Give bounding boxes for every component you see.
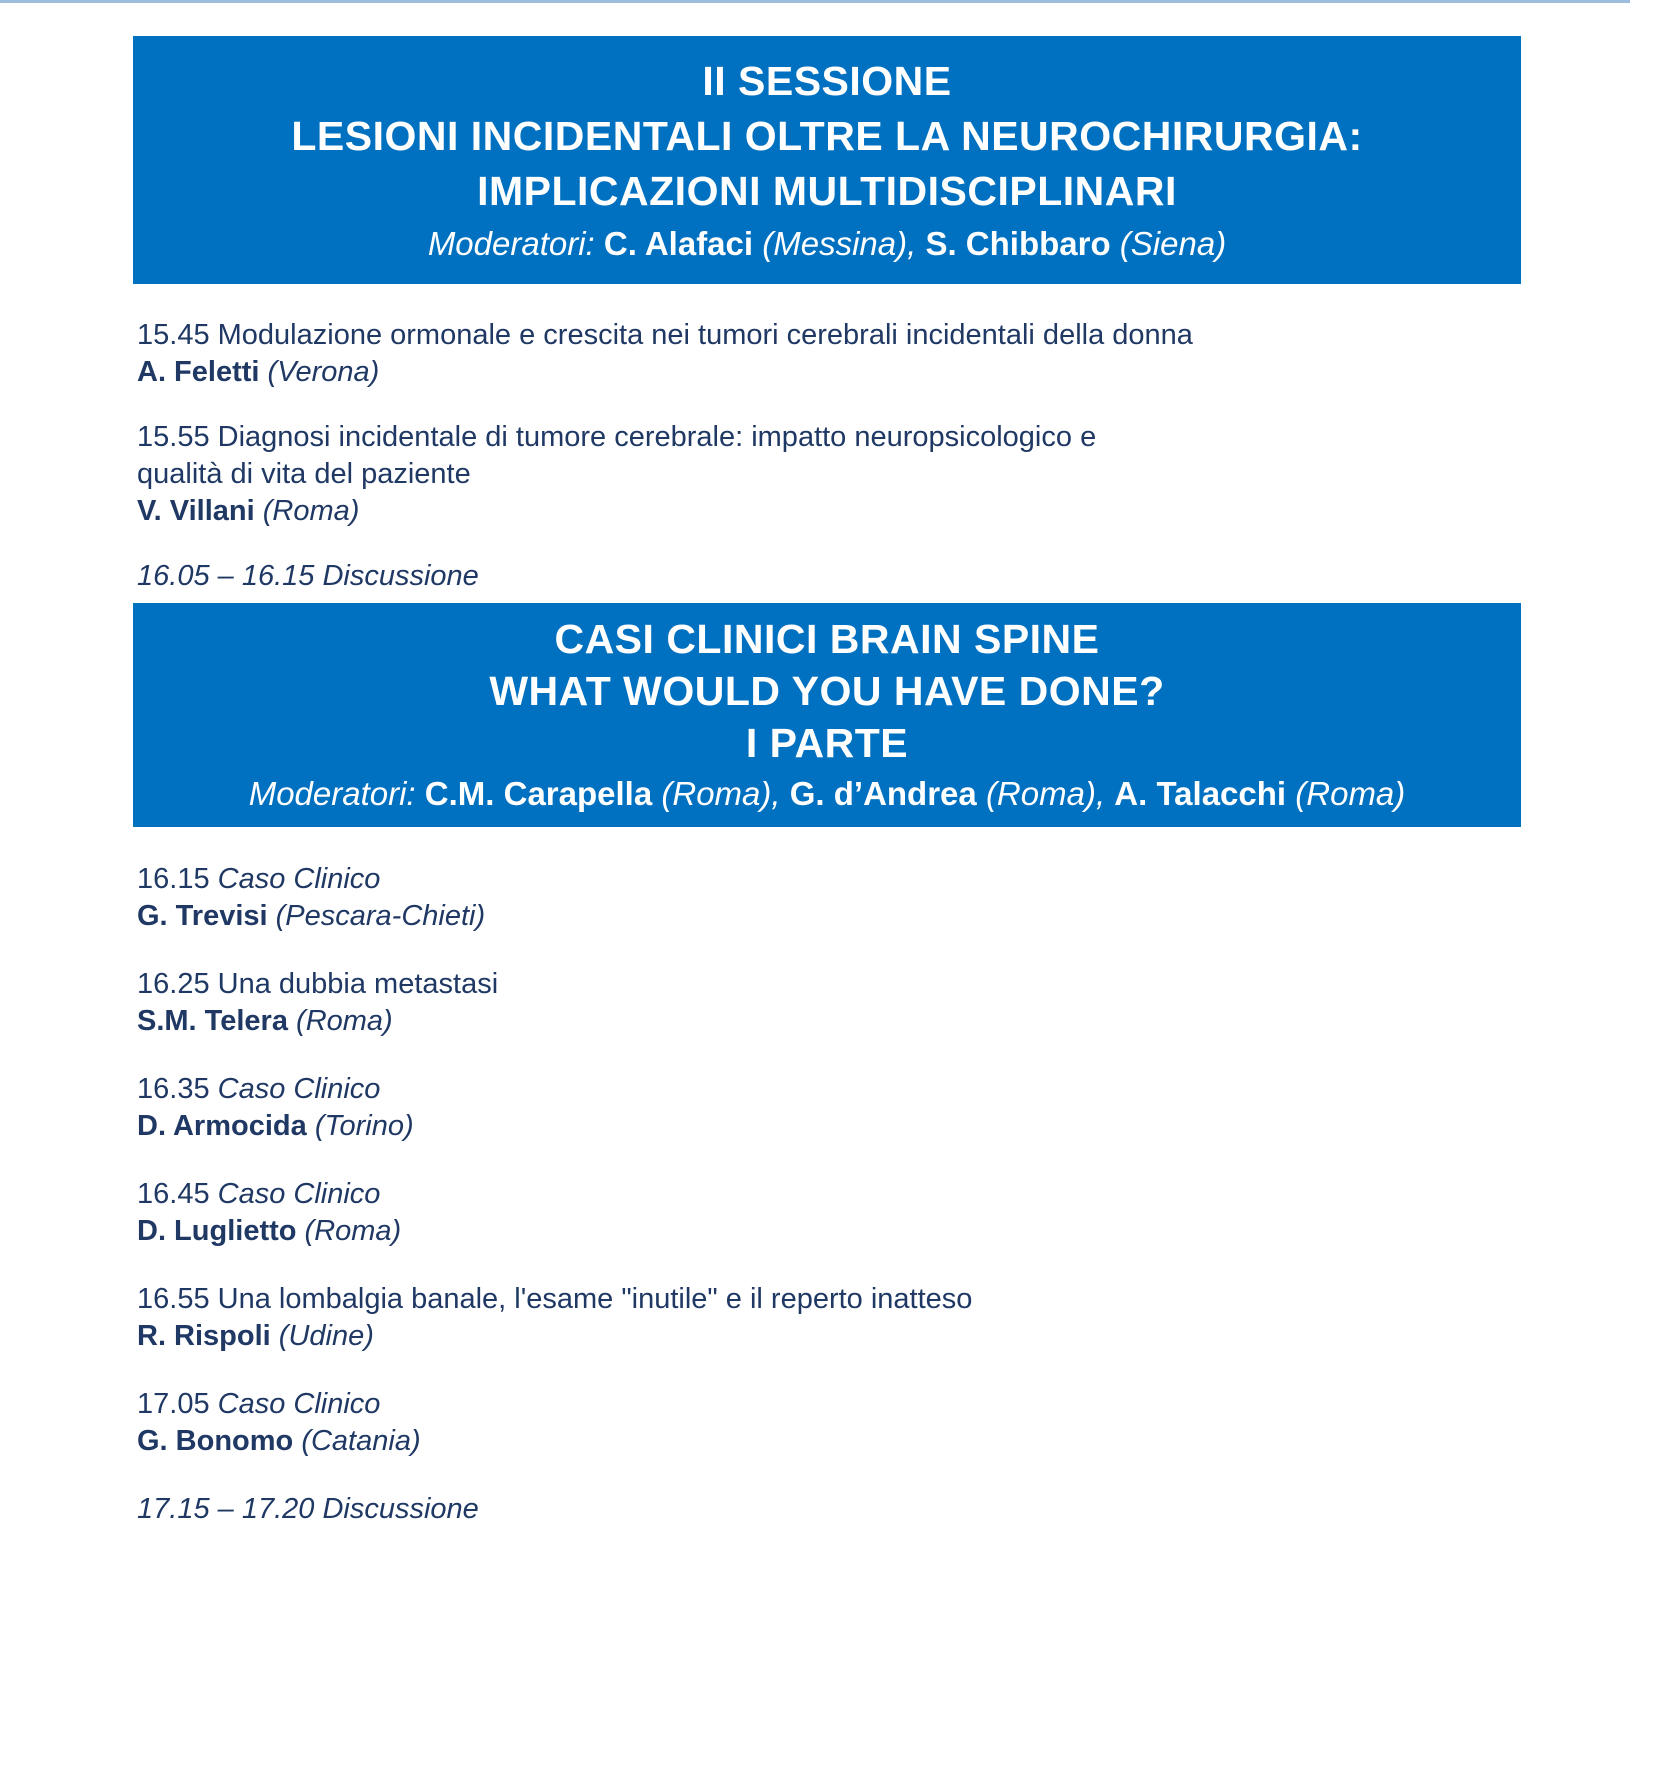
agenda-item [137,966,1653,1040]
item-speaker-city: (Roma) [304,1215,402,1247]
session1-banner [133,36,1521,284]
item-title: Caso Clinico [217,1388,381,1420]
item-time: 16.45 [137,1178,210,1210]
agenda-item [137,1071,1653,1145]
item-time: 15.45 [137,319,210,351]
session1-moderators-line [149,219,1505,269]
agenda-item-speaker-line [137,898,1653,935]
item-title: Caso Clinico [217,1073,381,1105]
agenda-item-title-line [137,1281,1653,1318]
agenda-item-title-line [137,419,1653,456]
agenda-item [137,1386,1653,1460]
item-speaker-city: (Roma) [262,495,360,527]
session1-agenda [137,284,1653,595]
agenda-item-title-line [137,966,1653,1003]
item-title: Caso Clinico [217,863,381,895]
agenda-item [137,419,1653,530]
moderator-name: A. Talacchi [1114,775,1287,812]
moderator-city: (Roma) [1295,775,1406,812]
item-speaker-city: (Roma) [296,1005,393,1037]
agenda-item-title-line [137,1386,1653,1423]
session2-banner [133,603,1521,827]
session1-title-line-1: II SESSIONE [702,58,952,104]
agenda-item-speaker-line [137,354,1653,391]
moderator-name: S. Chibbaro [925,225,1111,262]
session2-title-line-3: I PARTE [745,720,909,766]
moderator-name: G. d’Andrea [789,775,977,812]
item-speaker-city: (Udine) [278,1320,374,1352]
item-title: Modulazione ormonale e crescita nei tumori cerebrali incidentali della donna [217,319,1193,351]
item-speaker-city: (Catania) [301,1425,421,1457]
item-speaker: A. Feletti [137,356,260,388]
item-speaker: S.M. Telera [137,1005,288,1037]
item-speaker-city: (Torino) [314,1110,414,1142]
session2-moderators-line [149,769,1505,819]
item-speaker: R. Rispoli [137,1320,271,1352]
session1-title-line-3: IMPLICAZIONI MULTIDISCIPLINARI [477,168,1177,214]
moderator-city: (Roma), [985,775,1106,812]
agenda-item-speaker-line [137,1003,1653,1040]
top-banner-remnant [0,0,1630,3]
moderator-name: C.M. Carapella [424,775,653,812]
item-speaker: D. Armocida [137,1110,307,1142]
item-time: 15.55 [137,421,210,453]
agenda-item [137,861,1653,935]
agenda-item [137,1176,1653,1250]
moderator-name: C. Alafaci [603,225,754,262]
moderator-city: (Messina), [762,225,917,262]
agenda-item [137,317,1653,391]
session2-agenda [137,827,1653,1528]
moderator-city: (Roma), [661,775,781,812]
item-title: Una lombalgia banale, l'esame "inutile" e il reperto inatteso [217,1283,973,1315]
session2-title-line-1: CASI CLINICI BRAIN SPINE [554,616,1100,662]
item-speaker-city: (Pescara-Chieti) [275,900,486,932]
agenda-item-title-line [137,1176,1653,1213]
moderators-label: Moderatori: [427,225,595,262]
agenda-item-speaker-line [137,1423,1653,1460]
item-speaker: V. Villani [137,495,255,527]
item-time: 16.55 [137,1283,210,1315]
item-title: Caso Clinico [217,1178,381,1210]
session2-title-line-2: WHAT WOULD YOU HAVE DONE? [489,668,1165,714]
item-title: Una dubbia metastasi [217,968,499,1000]
session1-discussion-line: 16.05 – 16.15 Discussione [137,560,479,592]
item-time: 16.15 [137,863,210,895]
agenda-item-speaker-line [137,1318,1653,1355]
agenda-item-title-line [137,1071,1653,1108]
moderators-label: Moderatori: [248,775,416,812]
item-speaker: D. Luglietto [137,1215,297,1247]
session1-title-line-2: LESIONI INCIDENTALI OLTRE LA NEUROCHIRURGIA: [291,113,1363,159]
item-time: 17.05 [137,1388,210,1420]
session2-discussion-line: 17.15 – 17.20 Discussione [137,1493,479,1525]
item-time: 16.35 [137,1073,210,1105]
moderator-city: (Siena) [1119,225,1227,262]
agenda-item [137,1281,1653,1355]
agenda-item-speaker-line [137,1213,1653,1250]
agenda-item-title-line [137,317,1653,354]
agenda-item-speaker-line [137,493,1653,530]
item-speaker: G. Trevisi [137,900,268,932]
item-title-continuation: qualità di vita del paziente [137,458,471,490]
item-speaker-city: (Verona) [267,356,380,388]
item-speaker: G. Bonomo [137,1425,294,1457]
agenda-item-speaker-line [137,1108,1653,1145]
item-title: Diagnosi incidentale di tumore cerebrale: impatto neuropsicologico e [217,421,1097,453]
agenda-item-title-line [137,861,1653,898]
item-time: 16.25 [137,968,210,1000]
